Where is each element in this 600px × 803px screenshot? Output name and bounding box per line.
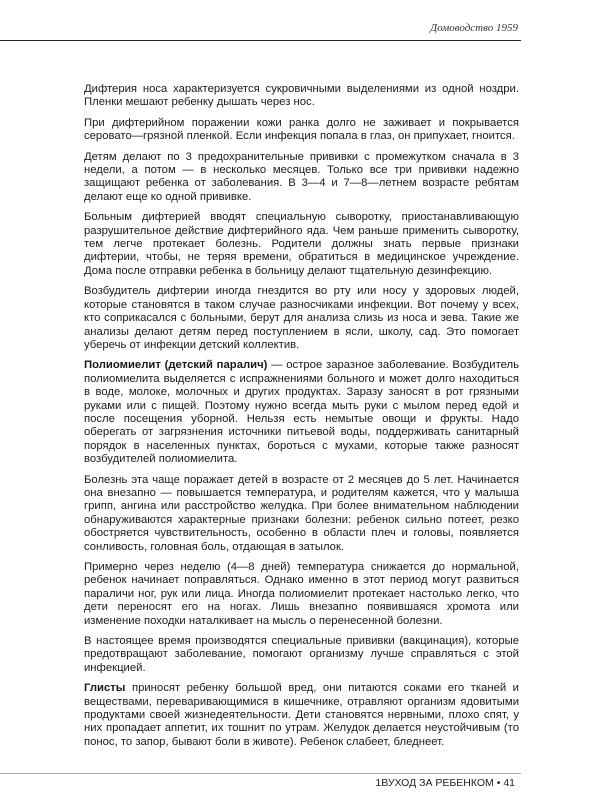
page-header [0, 0, 600, 41]
paragraph-text: Возбудитель дифтерии иногда гнездится во рту или носу у здоровых людей, которые становятся в таком случае разносчиками инфекции. Вот почему у всех, кто соприкасался с больными, берут для анализа слизь из носа и зева. Такие же анализы делают детям перед поступлением в ясли, школу, сад. Это помогает уберечь от инфекции детский коллектив. [84, 285, 519, 351]
paragraph [84, 83, 519, 110]
page-footer [0, 773, 600, 803]
paragraph-text: приносят ребенку большой вред, они питаются соками его тканей и веществами, переваривающимися в кишечнике, отравляют организм ядовитыми продуктами своей жизнедеятельности. Дети становятся нервными, плохо спят, у них пропадает аппетит, их тошнит по утрам. Желудок делается неустойчивым (то понос, то запор, бывают боли в животе). Ребенок слабеет, бледнеет. [84, 682, 519, 748]
paragraph-text: В настоящее время производятся специальные прививки (вакцинация), которые предотвращают заболевание, помогают организму лучше справляться с этой инфекцией. [84, 635, 519, 674]
paragraph-text: При дифтерийном поражении кожи ранка долго не заживает и покрывается серовато—грязной пленкой. Если инфекция попала в глаз, он припухает, гноится. [84, 116, 519, 143]
running-header: Домоводство 1959 [430, 22, 518, 34]
paragraph [84, 359, 519, 466]
paragraph-lead: Полиомиелит (детский паралич) [84, 359, 268, 372]
footer-rule [0, 773, 521, 774]
paragraph-text: Больным дифтерией вводят специальную сыворотку, приостанавливающую разрушительное действие дифтерийного яда. Чем раньше применить сыворотку, тем легче протекает болезнь. Родители должны знать первые признаки дифтерии, чтобы, не теряя времени, обратиться в медицинское учреждение. Дома после отправки ребенка в больницу делают тщательную дезинфекцию. [84, 211, 519, 277]
paragraph-text: Болезнь эта чаще поражает детей в возрасте от 2 месяцев до 5 лет. Начинается она внезапно — повышается температура, и родителям кажется, что у малыша грипп, ангина или расстройство желудка. При более внимательном наблюдении обнаруживаются характерные признаки болезни: ребенок сильно потеет, резко обостряется чувствительность, особенно в области плеч и головы, появляется сонливость, головная боль, отдающая в затылок. [84, 473, 519, 553]
paragraph-text: Детям делают по 3 предохранительные прививки с промежутком сначала в 3 недели, а потом — в несколько месяцев. Только все три прививки надежно защищают ребенка от заболевания. В 3—4 и 7—8—летнем возрасте ребятам делают еще ко одной прививке. [84, 150, 519, 203]
paragraph [84, 474, 519, 554]
paragraph [84, 117, 519, 144]
paragraph-text: Примерно через неделю (4—8 дней) температура снижается до нормальной, ребенок начинает поправляться. Однако именно в этот период могут развиться параличи ног, рук или лица. Иногда полиомиелит протекает настолько легко, что дети переносят его на ногах. Лишь внезапно появившаяся хромота или изменение походки наталкивает на мысль о перенесенной болезни. [84, 561, 519, 627]
header-rule [0, 40, 521, 41]
paragraph [84, 561, 519, 628]
paragraph [84, 682, 519, 749]
paragraph-lead: Глисты [84, 682, 126, 695]
paragraph [84, 635, 519, 675]
page-body [84, 83, 519, 749]
paragraph-text: — острое заразное заболевание. Возбудитель полиомиелита выделяется с испражнениями больного и может долго находиться в воде, молоке, молочных и других продуктах. Заразу заносят в рот грязными руками или с пищей. Поэтому нужно всегда мыть руки с мылом перед едой и после посещения уборной. Нельзя есть немытые овощи и фрукты. Надо оберегать от загрязнения источники питьевой воды, поддерживать санитарный порядок в населенных пунктах, бороться с мухами, которые также разносят возбудителей полиомиелита. [84, 359, 519, 466]
paragraph [84, 151, 519, 205]
paragraph [84, 211, 519, 278]
paragraph [84, 285, 519, 352]
paragraph-text: Дифтерия носа характеризуется сукровичными выделениями из одной ноздри. Пленки мешают ребенку дышать через нос. [84, 83, 519, 109]
running-footer: 1ВУХОД ЗА РЕБЕНКОМ • 41 [375, 777, 515, 790]
